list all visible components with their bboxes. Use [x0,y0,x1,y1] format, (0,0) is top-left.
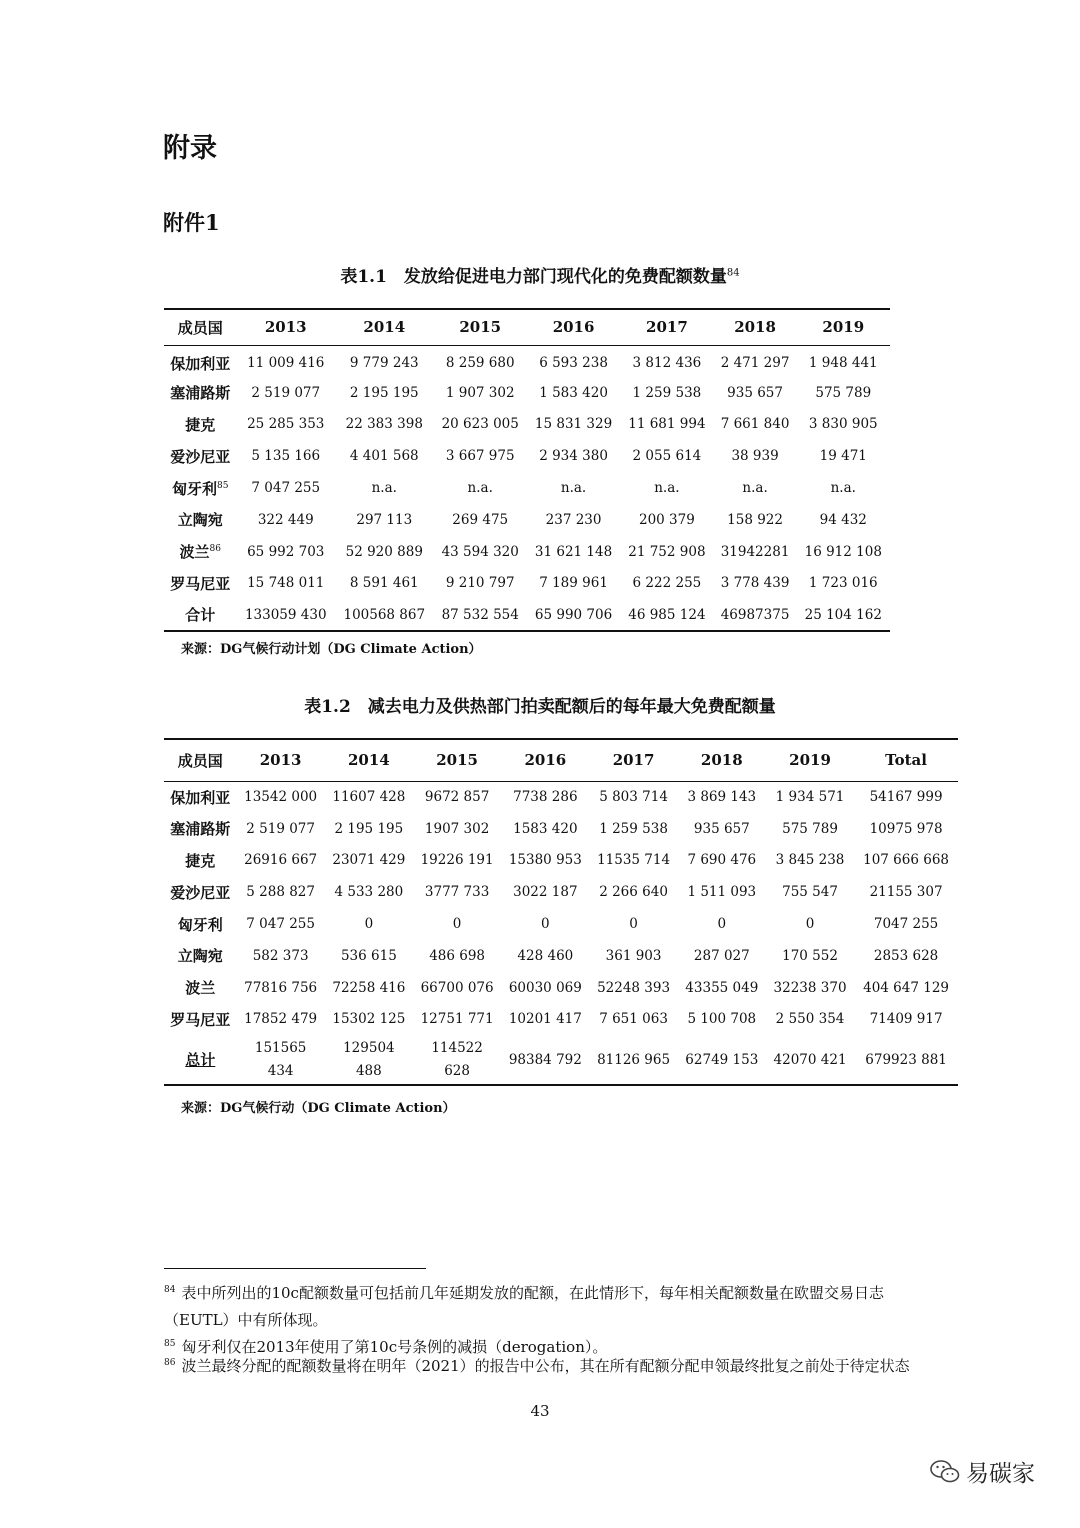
table2-header-country: 成员国 [177,751,223,770]
table-cell: 6 593 238 [539,355,608,372]
table-row [164,940,958,972]
country-name: 塞浦路斯 [170,384,231,403]
table-cell: 43 594 320 [441,543,519,560]
table2-header-year: 2018 [700,751,743,770]
table-cell: 2853 628 [873,947,939,964]
table-cell: 7 651 063 [599,1011,668,1028]
table2-header-row [164,739,958,781]
footnote-85: $^{85}$ 匈牙利仅在2013年使用了第10c号条例的减损（derogation）。 [164,1338,608,1356]
table-cell: 3777 733 [424,884,490,901]
table-cell: n.a. [371,480,397,497]
table-cell: 582 373 [252,947,309,964]
table-cell: 46987375 [720,606,790,623]
table-cell: 13542 000 [244,789,318,806]
watermark [930,1455,1035,1488]
table-cell: 2 934 380 [539,448,608,465]
table2-header-year: 2013 [259,751,302,770]
table-cell: 72258 416 [332,979,406,996]
table-row [164,781,958,813]
footnote-ref: 85 [217,480,229,491]
table-cell: 3 778 439 [720,575,790,592]
table-cell: 133059 430 [244,606,327,623]
table-cell: 87 532 554 [441,606,519,623]
table1-header-country: 成员国 [177,318,223,337]
table-cell: 7047 255 [873,916,939,933]
table-cell: 322 449 [257,511,314,528]
table1-header-year: 2015 [459,318,502,337]
table-row [164,876,958,908]
total-row [164,1035,958,1085]
watermark-text: 易碳家 [966,1461,1035,1487]
country-name: 捷克 [185,851,216,870]
table1 [164,308,890,632]
table-cell: 15 748 011 [247,575,325,592]
table-cell: 361 903 [605,947,662,964]
table-cell: 1 259 538 [599,820,668,837]
table-cell: 2 266 640 [599,884,668,901]
table-cell: 107 666 668 [863,852,950,869]
table-cell: 2 055 614 [632,448,702,465]
country-name: 波兰$^{86}$ [179,543,221,562]
table-cell: 0 [805,916,815,933]
table1-header-year: 2018 [734,318,776,337]
table-cell: 94 432 [819,511,867,528]
table-cell: 3022 187 [513,884,578,901]
country-name: 波兰 [185,979,216,998]
table-cell: 15 831 329 [534,416,613,433]
table-cell: 486 698 [429,947,486,964]
table-cell: 65 992 703 [247,543,325,560]
table-row [164,504,890,536]
table-row [164,845,958,877]
table1-body [164,345,890,631]
wechat-icon [930,1459,960,1485]
table-cell: 21155 307 [869,884,943,901]
table-cell: 31 621 148 [534,543,613,560]
table-cell: 0 [717,916,727,933]
table-cell: 5 135 166 [251,448,321,465]
table-cell: 38 939 [731,448,779,465]
table-cell: 23071 429 [332,852,406,869]
table-cell: 71409 917 [869,1011,943,1028]
table-cell: 6 222 255 [632,575,702,592]
table2-header-year: 2015 [436,751,478,770]
table-row [164,813,958,845]
table-cell: 170 552 [782,947,838,964]
table-cell: 25 285 353 [247,416,325,433]
table-cell: 54167 999 [869,789,943,806]
table-cell: 3 869 143 [687,789,757,806]
table1-header-year: 2017 [646,318,688,337]
table-row [164,440,890,472]
table-cell: 3 812 436 [632,355,702,372]
table-cell: 1 948 441 [808,355,878,372]
country-name: 保加利亚 [170,788,231,807]
table-cell: 428 460 [517,947,574,964]
total-label: 总计 [185,1051,216,1070]
table-cell: 575 789 [782,820,838,837]
table-cell: 9 779 243 [349,355,419,372]
table1-header-row [164,309,890,345]
table2-header-year: 2017 [612,751,655,770]
country-name: 塞浦路斯 [170,820,231,839]
table-cell: 7 661 840 [720,416,790,433]
table-cell: 20 623 005 [441,416,519,433]
table-row [164,972,958,1004]
table-cell: n.a. [830,480,856,497]
table1-header-year: 2019 [822,318,865,337]
table2-header-year: 2016 [524,751,567,770]
table-cell: 21 752 908 [628,543,706,560]
table-cell: 287 027 [693,947,750,964]
table-cell: 2 519 077 [246,820,315,837]
country-name: 合计 [185,606,216,625]
table1-caption-note: 84 [726,267,740,279]
table-cell: 77816 756 [244,979,318,996]
table-cell: 26916 667 [244,852,318,869]
table-cell: 5 100 708 [687,1011,757,1028]
table-cell: 12751 771 [420,1011,494,1028]
table-cell: 46 985 124 [628,606,706,623]
table-cell: 19226 191 [420,852,494,869]
table1-header-year: 2013 [264,318,307,337]
table-cell: 62749 153 [685,1051,759,1068]
table-cell: 11607 428 [332,789,406,806]
table-cell: 42070 421 [773,1051,847,1068]
country-name: 罗马尼亚 [170,574,231,593]
table-cell: 81126 965 [597,1051,671,1068]
table-cell: 8 259 680 [445,355,515,372]
table-cell: 100568 867 [343,606,426,623]
subsection-title: 附件1 [163,210,220,235]
table-cell: 1 259 538 [632,384,702,401]
table-cell: 129504 488 [343,1039,395,1079]
table-cell: 25 104 162 [804,606,882,623]
table-cell: 1 934 571 [775,789,845,806]
table-cell: 15302 125 [332,1011,406,1028]
table-cell: n.a. [742,480,768,497]
table-cell: 4 533 280 [334,884,404,901]
table2-caption: 表1.2 减去电力及供热部门拍卖配额后的每年最大免费配额量 [304,697,776,717]
table-row [164,377,890,409]
table-row [164,568,890,600]
table-cell: 0 [629,916,638,933]
table-row [164,536,890,568]
table-cell: 11535 714 [597,852,671,869]
table-cell: 0 [364,916,374,933]
country-name: 立陶宛 [177,511,223,530]
table-cell: 60030 069 [508,979,582,996]
table-row [164,1004,958,1036]
table-cell: 0 [541,916,550,933]
table-cell: 2 195 195 [349,384,419,401]
country-name: 保加利亚 [170,354,231,373]
table-cell: 575 789 [815,384,872,401]
table-row [164,409,890,441]
country-name: 爱沙尼亚 [170,447,231,466]
table-cell: 52248 393 [597,979,671,996]
table-cell: 935 657 [693,820,750,837]
footnote-86: $^{86}$ 波兰最终分配的配额数量将在明年（2021）的报告中公布，其在所有配额分配申领最终批复之前处于待定状态 [164,1357,910,1375]
footnote-divider [164,1268,426,1269]
table-cell: 19 471 [819,448,867,465]
table1-source: 来源：DG气候行动计划（DG Climate Action） [181,642,482,657]
country-name: 匈牙利$^{85}$ [172,479,229,498]
table-cell: 1 583 420 [539,384,608,401]
table-cell: 5 288 827 [246,884,315,901]
table-cell: n.a. [654,480,680,497]
table-cell: 8 591 461 [349,575,419,592]
table-row [164,908,958,940]
table-row [164,345,890,377]
table-cell: 3 845 238 [775,852,845,869]
table-cell: 16 912 108 [804,543,882,560]
table-cell: 1 907 302 [445,384,515,401]
table-cell: 679923 881 [865,1051,947,1068]
table-row [164,472,890,504]
table-cell: 22 383 398 [345,416,423,433]
table-cell: 10201 417 [508,1011,582,1028]
table-cell: n.a. [467,480,493,497]
table-cell: 2 519 077 [251,384,321,401]
country-name: 捷克 [185,415,216,434]
table2-header-year: 2019 [789,751,831,770]
country-name: 爱沙尼亚 [170,883,231,902]
table-cell: 7 189 961 [539,575,608,592]
table2-source: 来源：DG气候行动（DG Climate Action） [181,1101,456,1116]
table-cell: 3 667 975 [445,448,515,465]
table-cell: 755 547 [782,884,838,901]
table-cell: 2 550 354 [775,1011,845,1028]
table-cell: 2 471 297 [720,355,790,372]
table-row [164,599,890,631]
table-cell: 11 681 994 [628,416,706,433]
table-cell: n.a. [560,480,587,497]
table-cell: 9 210 797 [445,575,515,592]
table-cell: 2 195 195 [334,820,404,837]
table-cell: 0 [452,916,462,933]
table-cell: 65 990 706 [534,606,613,623]
table-cell: 158 922 [727,511,783,528]
table2-body [164,781,958,1085]
table-cell: 7 047 255 [246,916,315,933]
table2 [164,738,958,1086]
table-cell: 151565 434 [254,1039,307,1079]
table-cell: 11 009 416 [247,355,325,372]
table-cell: 52 920 889 [345,543,423,560]
table-cell: 7 690 476 [687,852,757,869]
table-cell: 7738 286 [513,789,578,806]
table2-header-year: 2014 [347,751,390,770]
table-cell: 200 379 [638,511,695,528]
table-cell: 404 647 129 [863,979,950,996]
table-cell: 1 511 093 [687,884,757,901]
table-cell: 4 401 568 [349,448,419,465]
table-cell: 1907 302 [424,820,490,837]
table-cell: 66700 076 [420,979,494,996]
table1-header-year: 2016 [552,318,595,337]
footnote-84: $^{84}$ 表中所列出的10c配额数量可包括前几年延期发放的配额，在此情形下，每年相关配额数量在欧盟交易日志（EUTL）中有所体现。 [164,1284,884,1329]
country-name: 匈牙利 [177,915,223,934]
table-cell: 1 723 016 [808,575,878,592]
country-name: 立陶宛 [177,947,223,966]
table-cell: 536 615 [340,947,397,964]
section-title: 附录 [163,133,217,164]
table-cell: 237 230 [545,511,602,528]
table-cell: 1583 420 [513,820,578,837]
table-cell: 114522 628 [431,1039,483,1079]
table-cell: 935 657 [727,384,783,401]
table-cell: 9672 857 [424,789,490,806]
country-name: 罗马尼亚 [170,1010,231,1029]
table2-header-year: Total [885,751,927,770]
table-cell: 17852 479 [244,1011,318,1028]
table-cell: 98384 792 [508,1051,582,1068]
table-cell: 32238 370 [773,979,847,996]
table1-header-year: 2014 [363,318,406,337]
table-cell: 43355 049 [685,979,759,996]
footnote-ref: 86 [209,544,221,555]
table-cell: 269 475 [452,511,509,528]
table-cell: 3 830 905 [808,416,878,433]
table-cell: 5 803 714 [599,789,668,806]
table-cell: 297 113 [356,511,413,528]
table-cell: 15380 953 [508,852,582,869]
table-cell: 31942281 [720,543,790,560]
page-number: 43 [530,1402,550,1420]
table1-caption: 表1.1 发放给促进电力部门现代化的免费配额数量$^{84}$ [340,267,740,287]
table-cell: 7 047 255 [251,480,321,497]
table-cell: 10975 978 [869,820,943,837]
